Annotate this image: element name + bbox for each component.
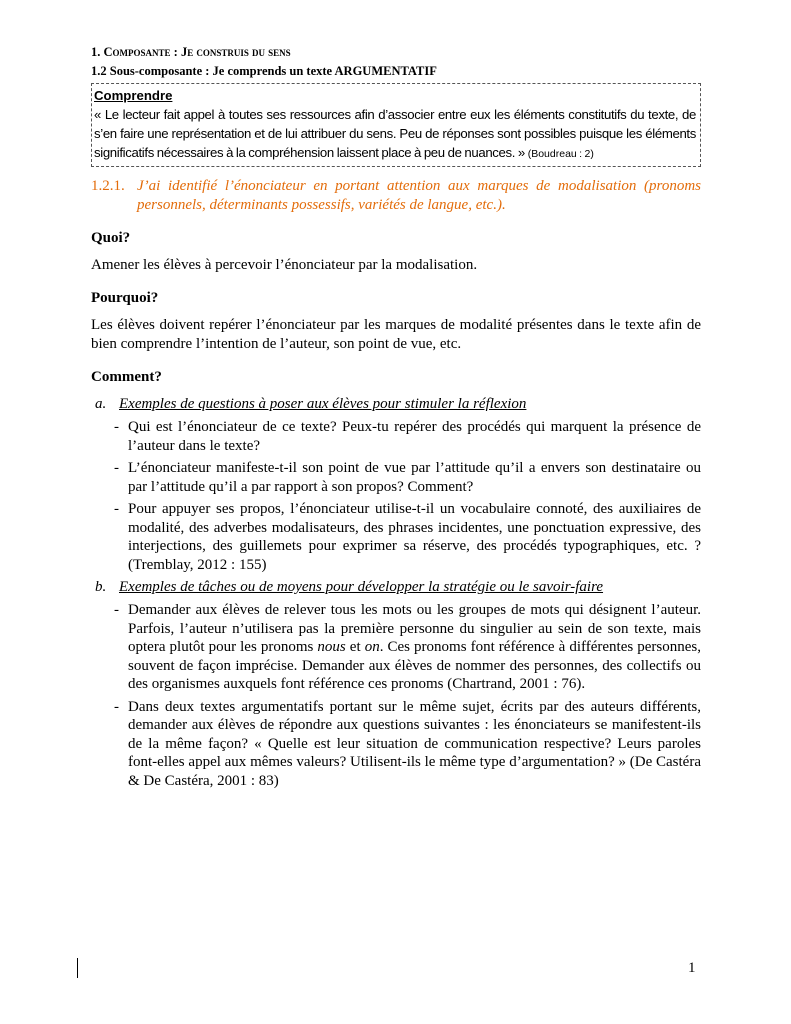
section-b-heading: b. Exemples de tâches ou de moyens pour développer la stratégie ou le savoir-faire	[95, 579, 604, 595]
quoi-text: Amener les élèves à percevoir l’énonciateur par la modalisation.	[91, 257, 478, 273]
page-number: 1	[688, 960, 696, 976]
section-b-label: Exemples de tâches ou de moyens pour développer la stratégie ou le savoir-faire	[119, 579, 604, 595]
pourquoi-heading: Pourquoi?	[91, 290, 159, 306]
objective	[91, 177, 701, 215]
list-item: - Demander aux élèves de relever tous les mots ou les groupes de mots qui désignent l’auteur. Parfois, l’auteur n’utilisera pas la première personne du singulier au sein de son texte, mais optera plutôt pour les pronoms nous et on. Ces pronoms font référence à différentes personnes, souvent de façon imprécise. Demander aux élèves de nommer des personnes, des collectifs ou des organismes auxquels font référence ces pronoms (Chartrand, 2001 : 76).	[114, 602, 701, 692]
objective-number: 1.2.1.	[91, 178, 125, 194]
comment-heading: Comment?	[91, 369, 162, 385]
quoi-heading: Quoi?	[91, 230, 131, 246]
pourquoi-text: Les élèves doivent repérer l’énonciateur par les marques de modalité présentes dans le texte afin de bien comprendre l’intention de l’auteur, son point de vue, etc.	[91, 317, 701, 352]
list-item: - Qui est l’énonciateur de ce texte? Peux-tu repérer des procédés qui marquent la présence de l’auteur dans le texte?	[114, 419, 701, 454]
component-title: Composante : Je construis du sens	[103, 45, 291, 59]
section-a-heading: a. Exemples de questions à poser aux élèves pour stimuler la réflexion	[95, 396, 527, 412]
comprendre-citation: (Boudreau : 2)	[527, 148, 594, 160]
margin-bar	[77, 958, 78, 978]
comprendre-title: Comprendre	[94, 88, 173, 103]
subcomponent-heading: 1.2 Sous-composante : Je comprends un texte ARGUMENTATIF	[91, 64, 437, 78]
document-page	[91, 44, 701, 790]
list-item: - Pour appuyer ses propos, l’énonciateur utilise-t-il un vocabulaire connoté, des auxiliaires de modalité, des adverbes modalisateurs, des phrases incidentes, une ponctuation expressive, des interjections, des guillemets pour exprimer sa réserve, des procédés typographiques, etc. ? (Tremblay, 2012 : 155)	[114, 501, 701, 573]
objective-text: J’ai identifié l’énonciateur en portant attention aux marques de modalisation (pronoms personnels, déterminants possessifs, variétés de langue, etc.).	[137, 178, 701, 213]
comprendre-quote: « Le lecteur fait appel à toutes ses ressources afin d’associer entre eux les éléments constitutifs du texte, de s’en faire une représentation et de lui attribuer du sens. Peu de réponses sont possibles puisque les éléments significatifs nécessaires à la compréhension laissent place à peu de nuances. »	[94, 107, 696, 160]
component-heading: 1. Composante : Je construis du sens	[91, 45, 291, 59]
list-item: - L’énonciateur manifeste-t-il son point de vue par l’attitude qu’il a envers son destinataire ou par l’attitude qu’il a par rapport à son propos? Comment?	[114, 460, 701, 495]
comprendre-box	[91, 83, 701, 167]
section-a-label: Exemples de questions à poser aux élèves pour stimuler la réflexion	[119, 396, 527, 412]
list-item: - Dans deux textes argumentatifs portant sur le même sujet, écrits par des auteurs différents, demander aux élèves de répondre aux questions suivantes : les énonciateurs se manifestent-ils de la même façon? « Quelle est leur situation de communication respective? Leurs paroles font-elles appel aux mêmes valeurs? Utilisent-ils le même type d’argumentation? » (De Castéra & De Castéra, 2001 : 83)	[114, 698, 701, 789]
